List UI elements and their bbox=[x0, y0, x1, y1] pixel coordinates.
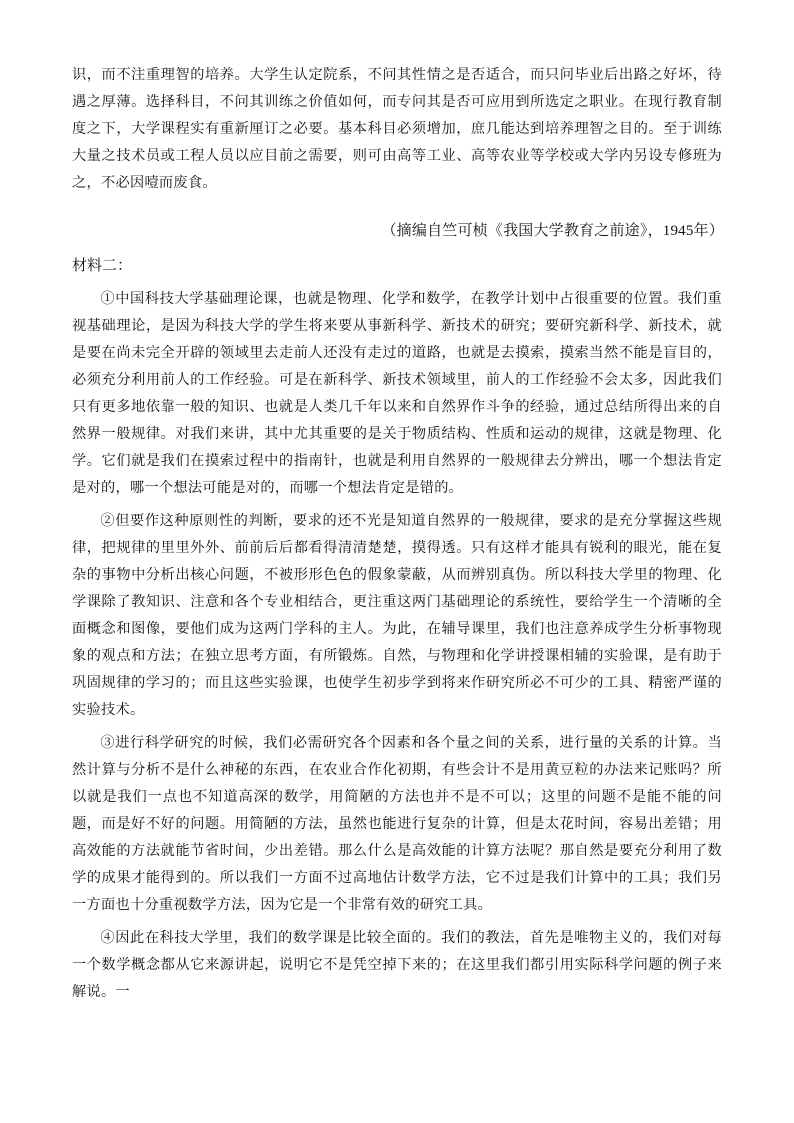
source-citation: （摘编自竺可桢《我国大学教育之前途》，1945年） bbox=[381, 223, 724, 239]
material-two-paragraph-1: ①中国科技大学基础理论课，也就是物理、化学和数学，在教学计划中占很重要的位置。我们重视基础理论，是因为科技大学的学生将来要从事新科学、新技术的研究；要研究新科学、新技术，就是要在尚未完全开辟的领域里去走前人还没有走过的道路，也就是去摸索，摸索当然不能是盲目的，必须充分利用前人的工作经验。可是在新科学、新技术领域里，前人的工作经验不会太多，因此我们只有更多地依靠一般的知识、也就是人类几千年以来和自然界作斗争的经验，通过总结所得出来的自然界一般规律。对我们来讲，其中尤其重要的是关于物质结构、性质和运动的规律，这就是物理、化学。它们就是我们在摸索过程中的指南针，也就是利用自然界的一般规律去分辨出，哪一个想法肯定是对的，哪一个想法可能是对的，而哪一个想法肯定是错的。 bbox=[72, 291, 722, 496]
material-one-excerpt bbox=[72, 62, 722, 197]
material-two-paragraph-2: ②但要作这种原则性的判断，要求的还不光是知道自然界的一般规律，要求的是充分掌握这些规律，把规律的里里外外、前前后后都看得清清楚楚，摸得透。只有这样才能具有锐利的眼光，能在复杂的事物中分析出核心问题，不被形形色色的假象蒙蔽，从而辨别真伪。所以科技大学里的物理、化学课除了教知识、注意和各个专业相结合，更注重这两门基础理论的系统性，要给学生一个清晰的全面概念和图像，要他们成为这两门学科的主人。为此，在辅导课里，我们也注意养成学生分析事物现象的观点和方法；在独立思考方面，有所锻炼。自然，与物理和化学讲授课相辅的实验课，是有助于巩固规律的学习的；而且这些实验课，也使学生初步学到将来作研究所必不可少的工具、精密严谨的实验技术。 bbox=[72, 513, 722, 718]
material-two-heading: 材料二： bbox=[72, 258, 133, 274]
material-two-paragraph-3: ③进行科学研究的时候，我们必需研究各个因素和各个量之间的关系，进行量的关系的计算。当然计算与分析不是什么神秘的东西，在农业合作化初期，有些会计不是用黄豆粒的办法来记账吗？所以就是我们一点也不知道高深的数学，用简陋的方法也并不是不可以；这里的问题不是能不能的问题，而是好不好的问题。用简陋的方法，虽然也能进行复杂的计算，但是太花时间，容易出差错；用高效能的方法就能节省时间，少出差错。那么什么是高效能的计算方法呢？那自然是要充分利用了数学的成果才能得到的。所以我们一方面不过高地估计数学方法，它不过是我们计算中的工具；我们另一方面也十分重视数学方法，因为它是一个非常有效的研究工具。 bbox=[72, 735, 722, 913]
material-one-paragraph: 识，而不注重理智的培养。大学生认定院系，不问其性情之是否适合，而只问毕业后出路之好坏，待遇之厚薄。选择科目，不问其训练之价值如何，而专问其是否可应用到所选定之职业。在现行教育制度之下，大学课程实有重新厘订之必要。基本科目必须增加，庶几能达到培养理智之目的。至于训练大量之技术员或工程人员以应目前之需要，则可由高等工业、高等农业等学校或大学内另设专修班为之，不必因噎而废食。 bbox=[72, 67, 722, 191]
material-two-paragraph-4: ④因此在科技大学里，我们的数学课是比较全面的。我们的教法，首先是唯物主义的，我们对每一个数学概念都从它来源讲起，说明它不是凭空掉下来的；在这里我们都引用实际科学问题的例子来解说。一 bbox=[72, 930, 722, 1000]
material-two-body bbox=[72, 286, 722, 1006]
